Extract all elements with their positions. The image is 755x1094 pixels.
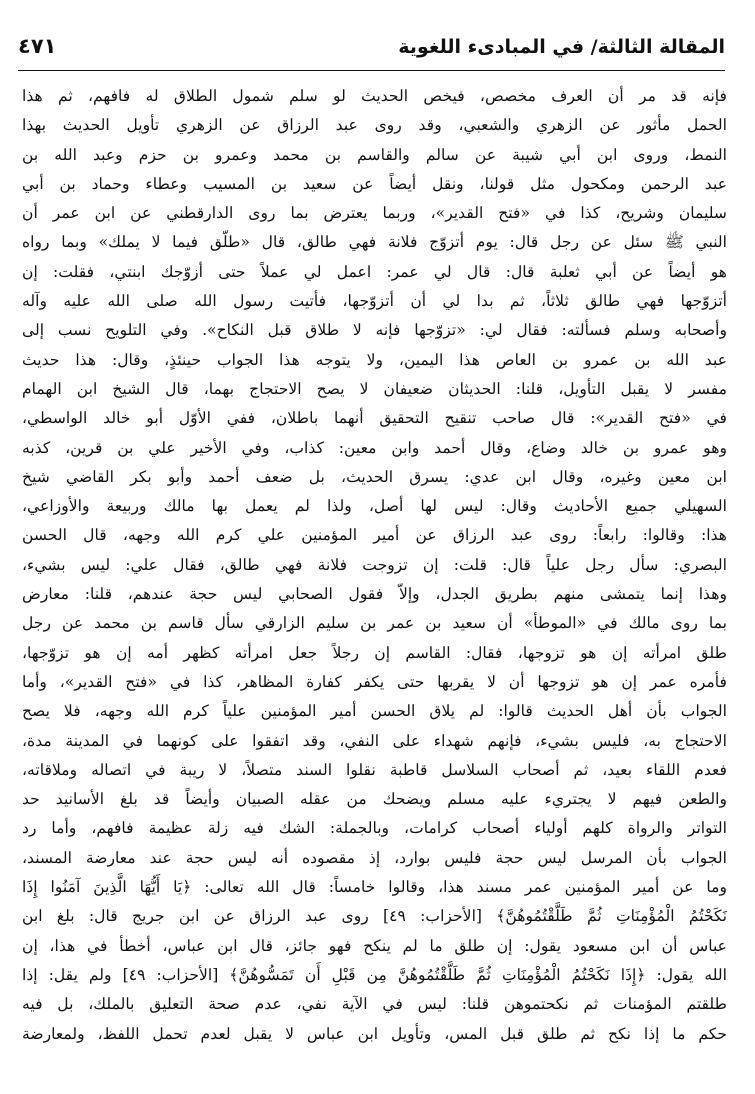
text-line: عباس أن ابن مسعود يقول: إن طلق ما لم ينكح فهو جائز، قال ابن عباس، أخطأ في هذا، إن (22, 936, 727, 955)
page-header (18, 30, 725, 70)
text-line: ابن معين وغيره، وقال ابن عدي: يسرق الحديث، بل ضعف أحمد وأبو بكر القاضي شيخ (22, 467, 727, 486)
text-line: فإنه قد مر أن العرف مخصص، فيخص الحديث لو سلم شمول الطلاق له فافهم، ثم هذا (22, 87, 727, 105)
text-line: حكم ما إذا نكح ثم طلق قبل المس، وتأويل ابن عباس لا يقبل لعدم تحمل اللفظ، ولمعارضة (22, 1024, 727, 1043)
text-line: هو أيضاً عن أبي ثعلبة قال: قال لي عمر: اعمل لي عملاً حتى أزوّجك ابنتي، فقلت: إن (22, 262, 727, 281)
text-line: الله يقول: ﴿إِذَا نَكَحْتُمُ الْمُؤْمِنَاتِ ثُمَّ طَلَّقْتُمُوهُنَّ مِن قَبْلِ أَن تَمَسُّوهُنَّ﴾ [الأحزاب: ٤٩] ولم يقل: إذا (22, 965, 727, 984)
header-rule (18, 70, 725, 71)
text-line: وما عن أمير المؤمنين عمر مسند هذا، وقالوا خامساً: قال الله تعالى: ﴿يَا أَيُّهَا الَّذِينَ آمَنُوا إِذَا (22, 878, 727, 897)
text-line: سليمان وشريح، كذا في «فتح القدير»، وربما يعترض بما روى الدارقطني عن ابن عمر أن (22, 204, 727, 223)
text-line: والطعن فيهم لا يجتريء عليه مسلم ويضحك من عقله الصبيان وأيضاً قد بلغ الأسانيد حد (22, 790, 727, 809)
text-line: هذا: وقالوا: رابعاً: روى عبد الرزاق عن أمير المؤمنين علي كرم الله وجهه، قال الحسن (22, 526, 727, 545)
text-line: الحمل مأثور عن الزهري والشعبي، وقد روى عبد الرزاق عن الزهري تأويل الحديث بهذا (22, 116, 727, 135)
text-line: الجواب بأن المرسل ليس حجة فليس بوارد، إذ مقصوده أنه ليس حجة عند معارضة المسند، (22, 848, 727, 867)
text-line: النمط، وروى ابن أبي شيبة عن سالم والقاسم بن محمد وعمرو بن حزم وعبد الله بن (22, 145, 727, 164)
text-line: عبد الله بن عمرو بن العاص هذا اليمين، ولا يتوجه هذا الجواب حينئذٍ، وقال: هذا حديث (22, 350, 727, 369)
text-line: الاحتجاج به، فليس بشيء، فإنهم شهداء على النفي، وقد اتفقوا على كونهما في المدينة مدة، (22, 731, 727, 750)
text-line: بما روى مالك في «الموطأ» أن سعيد بن عمر بن سليم الزارقي سأل قاسم بن محمد عن رجل (22, 614, 727, 633)
page-number: ٤٧١ (18, 34, 57, 58)
text-line: السهيلي جميع الأحاديث وقال: ليس لها أصل، ولذا لم يعمل بها مالك وربيعة والأوزاعي، (22, 497, 727, 516)
text-line: مفسر لا يقبل التأويل، قلنا: الحديثان ضعيفان لا يصح الاحتجاج بهما، قال الشيخ ابن الهمام (22, 379, 727, 398)
text-line: وهو عمرو بن خالد وضاع، وقال أحمد وابن معين: كذاب، وفي الأخير علي بن قرين، كذبه (22, 438, 727, 457)
text-line: وهذا إنما يتمشى منهم بطريق الجدل، وإلاّ فقول الصحابي ليس حجة عندهم، قلنا: معارض (22, 585, 727, 604)
running-title: المقالة الثالثة/ في المبادىء اللغوية (398, 36, 725, 58)
text-line: نَكَحْتُمُ الْمُؤْمِنَاتِ ثُمَّ طَلَّقْتُمُوهُنَّ﴾ [الأحزاب: ٤٩] روى عبد الرزاق عن ابن جريج قال: بلغ ابن (22, 907, 727, 926)
text-line: طلق امرأته إن هو تزوجها، فقال: القاسم إن رجلاً جعل امرأته كظهر أمه إن هو تزوّجها، (22, 643, 727, 662)
body-text (22, 82, 727, 1049)
text-line: النبي ﷺ سئل عن رجل قال: يوم أتزوّج فلانة فهي طالق، قال «طلّق فيما لا يملك» وبما رواه (22, 233, 727, 252)
text-line: البصري: سأل رجل علياً قال: قلت: إن تزوجت فلانة فهي طالق، فقال علي: ليس بشيء، (22, 555, 727, 574)
text-line: وأصحابه وسلم فسألته: فقال لي: «تزوّجها فإنه لا طلاق قبل النكاح». وفي التلويح نسب إلى (22, 321, 727, 340)
text-line: الجواب بأن أهل الحديث قالوا: لم يلاق الحسن أمير المؤمنين علياً كرم الله وجهه، فلا يصح (22, 702, 727, 721)
text-line: طلقتم المؤمنات ثم نكحتموهن قلنا: ليس في الآية نفي، عدم صحة التعليق بالملك، بل فيه (22, 995, 727, 1014)
text-line: فعدم اللقاء بعيد، ثم أصحاب السلاسل قاطبة نقلوا السند متصلاً، لا ريبة في اتصاله وملاقاته، (22, 760, 727, 779)
text-line: عبد الرحمن ومكحول مثل قولنا، ونقل أيضاً عن سعيد بن المسيب وعطاء وحماد بن أبي (22, 174, 727, 193)
text-line: فأمره عمر إن هو تزوجها أن لا يقربها حتى يكفر كفارة المظاهر، كذا في «فتح القدير»، وأما (22, 672, 727, 691)
text-line: في «فتح القدير»: قال صاحب تنقيح التحقيق أنهما باطلان، ففي الأوّل أبو خالد الواسطي، (22, 409, 727, 428)
text-line: التواتر والرواة كلهم أولياء أصحاب كرامات، وبالجملة: الشك فيه زلة عظيمة فافهم، وأما رد (22, 819, 727, 838)
text-line: أتزوّجها فهي طالق ثلاثاً، ثم بدا لي أن أتزوّجها، فأتيت رسول الله صلى الله عليه وآله (22, 292, 727, 311)
